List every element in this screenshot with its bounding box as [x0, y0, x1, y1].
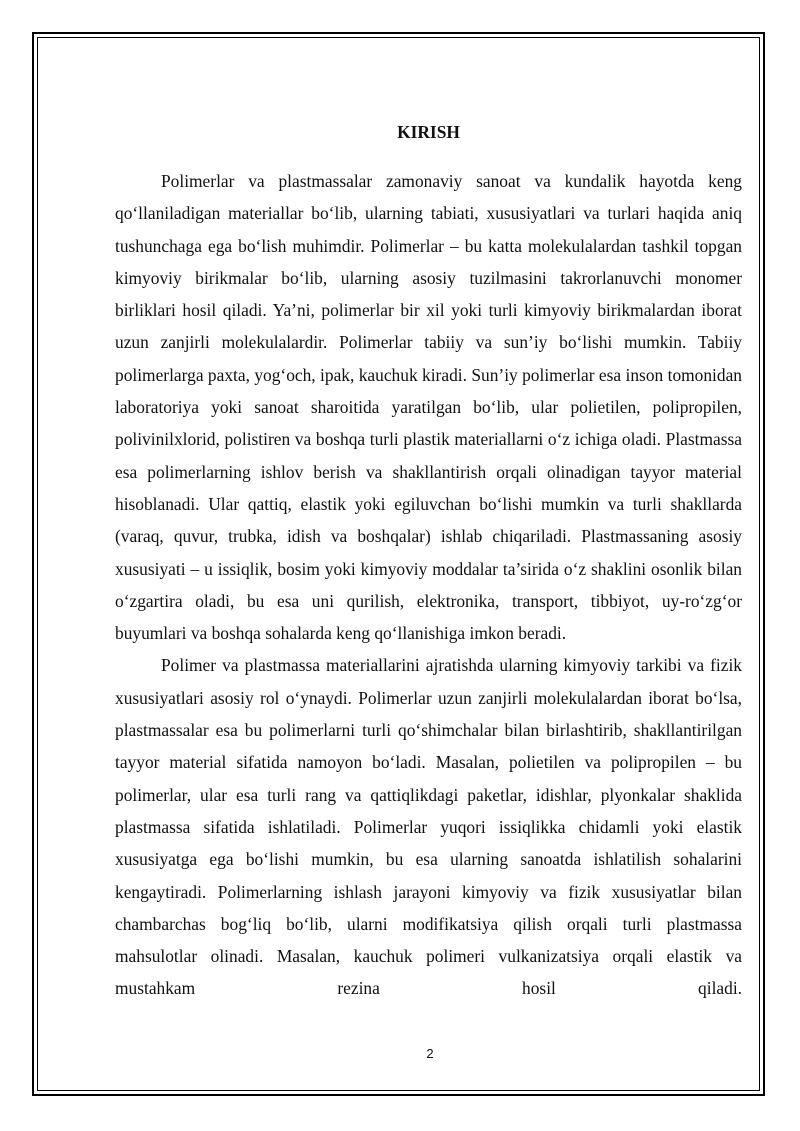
- page-number: 2: [426, 1046, 434, 1061]
- page-title: KIRISH: [397, 122, 460, 142]
- document-body: [115, 117, 742, 1005]
- paragraph-2: Polimer va plastmassa materiallarini ajratishda ularning kimyoviy tarkibi va fizik xususiyatlari asosiy rol o‘ynaydi. Polimerlar uzun zanjirli molekulalardan iborat bo‘lsa, plastmassalar esa bu polimerlarni turli qo‘shimchalar bilan birlashtirib, shakllantirilgan tayyor material sifatida namoyon bo‘ladi. Masalan, polietilen va polipropilen – bu polimerlar, ular esa turli rang va qattiqlikdagi paketlar, idishlar, plyonkalar shaklida plastmassa sifatida ishlatiladi. Polimerlar yuqori issiqlikka chidamli yoki elastik xususiyatga ega bo‘lishi mumkin, bu esa ularning sanoatda ishlatilish sohalarini kengaytiradi. Polimerlarning ishlash jarayoni kimyoviy va fizik xususiyatlar bilan chambarchas bog‘liq bo‘lib, ularni modifikatsiya qilish orqali turli plastmassa mahsulotlar olinadi. Masalan, kauchuk polimeri vulkanizatsiya orqali elastik va mustahkam rezina hosil qiladi.: [115, 655, 742, 999]
- paragraph-1: Polimerlar va plastmassalar zamonaviy sanoat va kundalik hayotda keng qo‘llaniladigan materiallar bo‘lib, ularning tabiati, xususiyatlari va turlari haqida aniq tushunchaga ega bo‘lish muhimdir. Polimerlar – bu katta molekulalardan tashkil topgan kimyoviy birikmalar bo‘lib, ularning asosiy tuzilmasini takrorlanuvchi monomer birliklari hosil qiladi. Ya’ni, polimerlar bir xil yoki turli kimyoviy birikmalardan iborat uzun zanjirli molekulalardir. Polimerlar tabiiy va sun’iy bo‘lishi mumkin. Tabiiy polimerlarga paxta, yog‘och, ipak, kauchuk kiradi. Sun’iy polimerlar esa inson tomonidan laboratoriya yoki sanoat sharoitida yaratilgan bo‘lib, ular polietilen, polipropilen, polivinilxlorid, polistiren va boshqa turli plastik materiallarni o‘z ichiga oladi. Plastmassa esa polimerlarning ishlov berish va shakllantirish orqali olinadigan tayyor material hisoblanadi. Ular qattiq, elastik yoki egiluvchan bo‘lishi mumkin va turli shakllarda (varaq, quvur, trubka, idish va boshqalar) ishlab chiqariladi. Plastmassaning asosiy xususiyati – u issiqlik, bosim yoki kimyoviy moddalar ta’sirida o‘z shaklini osonlik bilan o‘zgartira oladi, bu esa uni qurilish, elektronika, transport, tibbiyot, uy-ro‘zg‘or buyumlari va boshqa sohalarda keng qo‘llanishiga imkon beradi.: [115, 171, 742, 644]
